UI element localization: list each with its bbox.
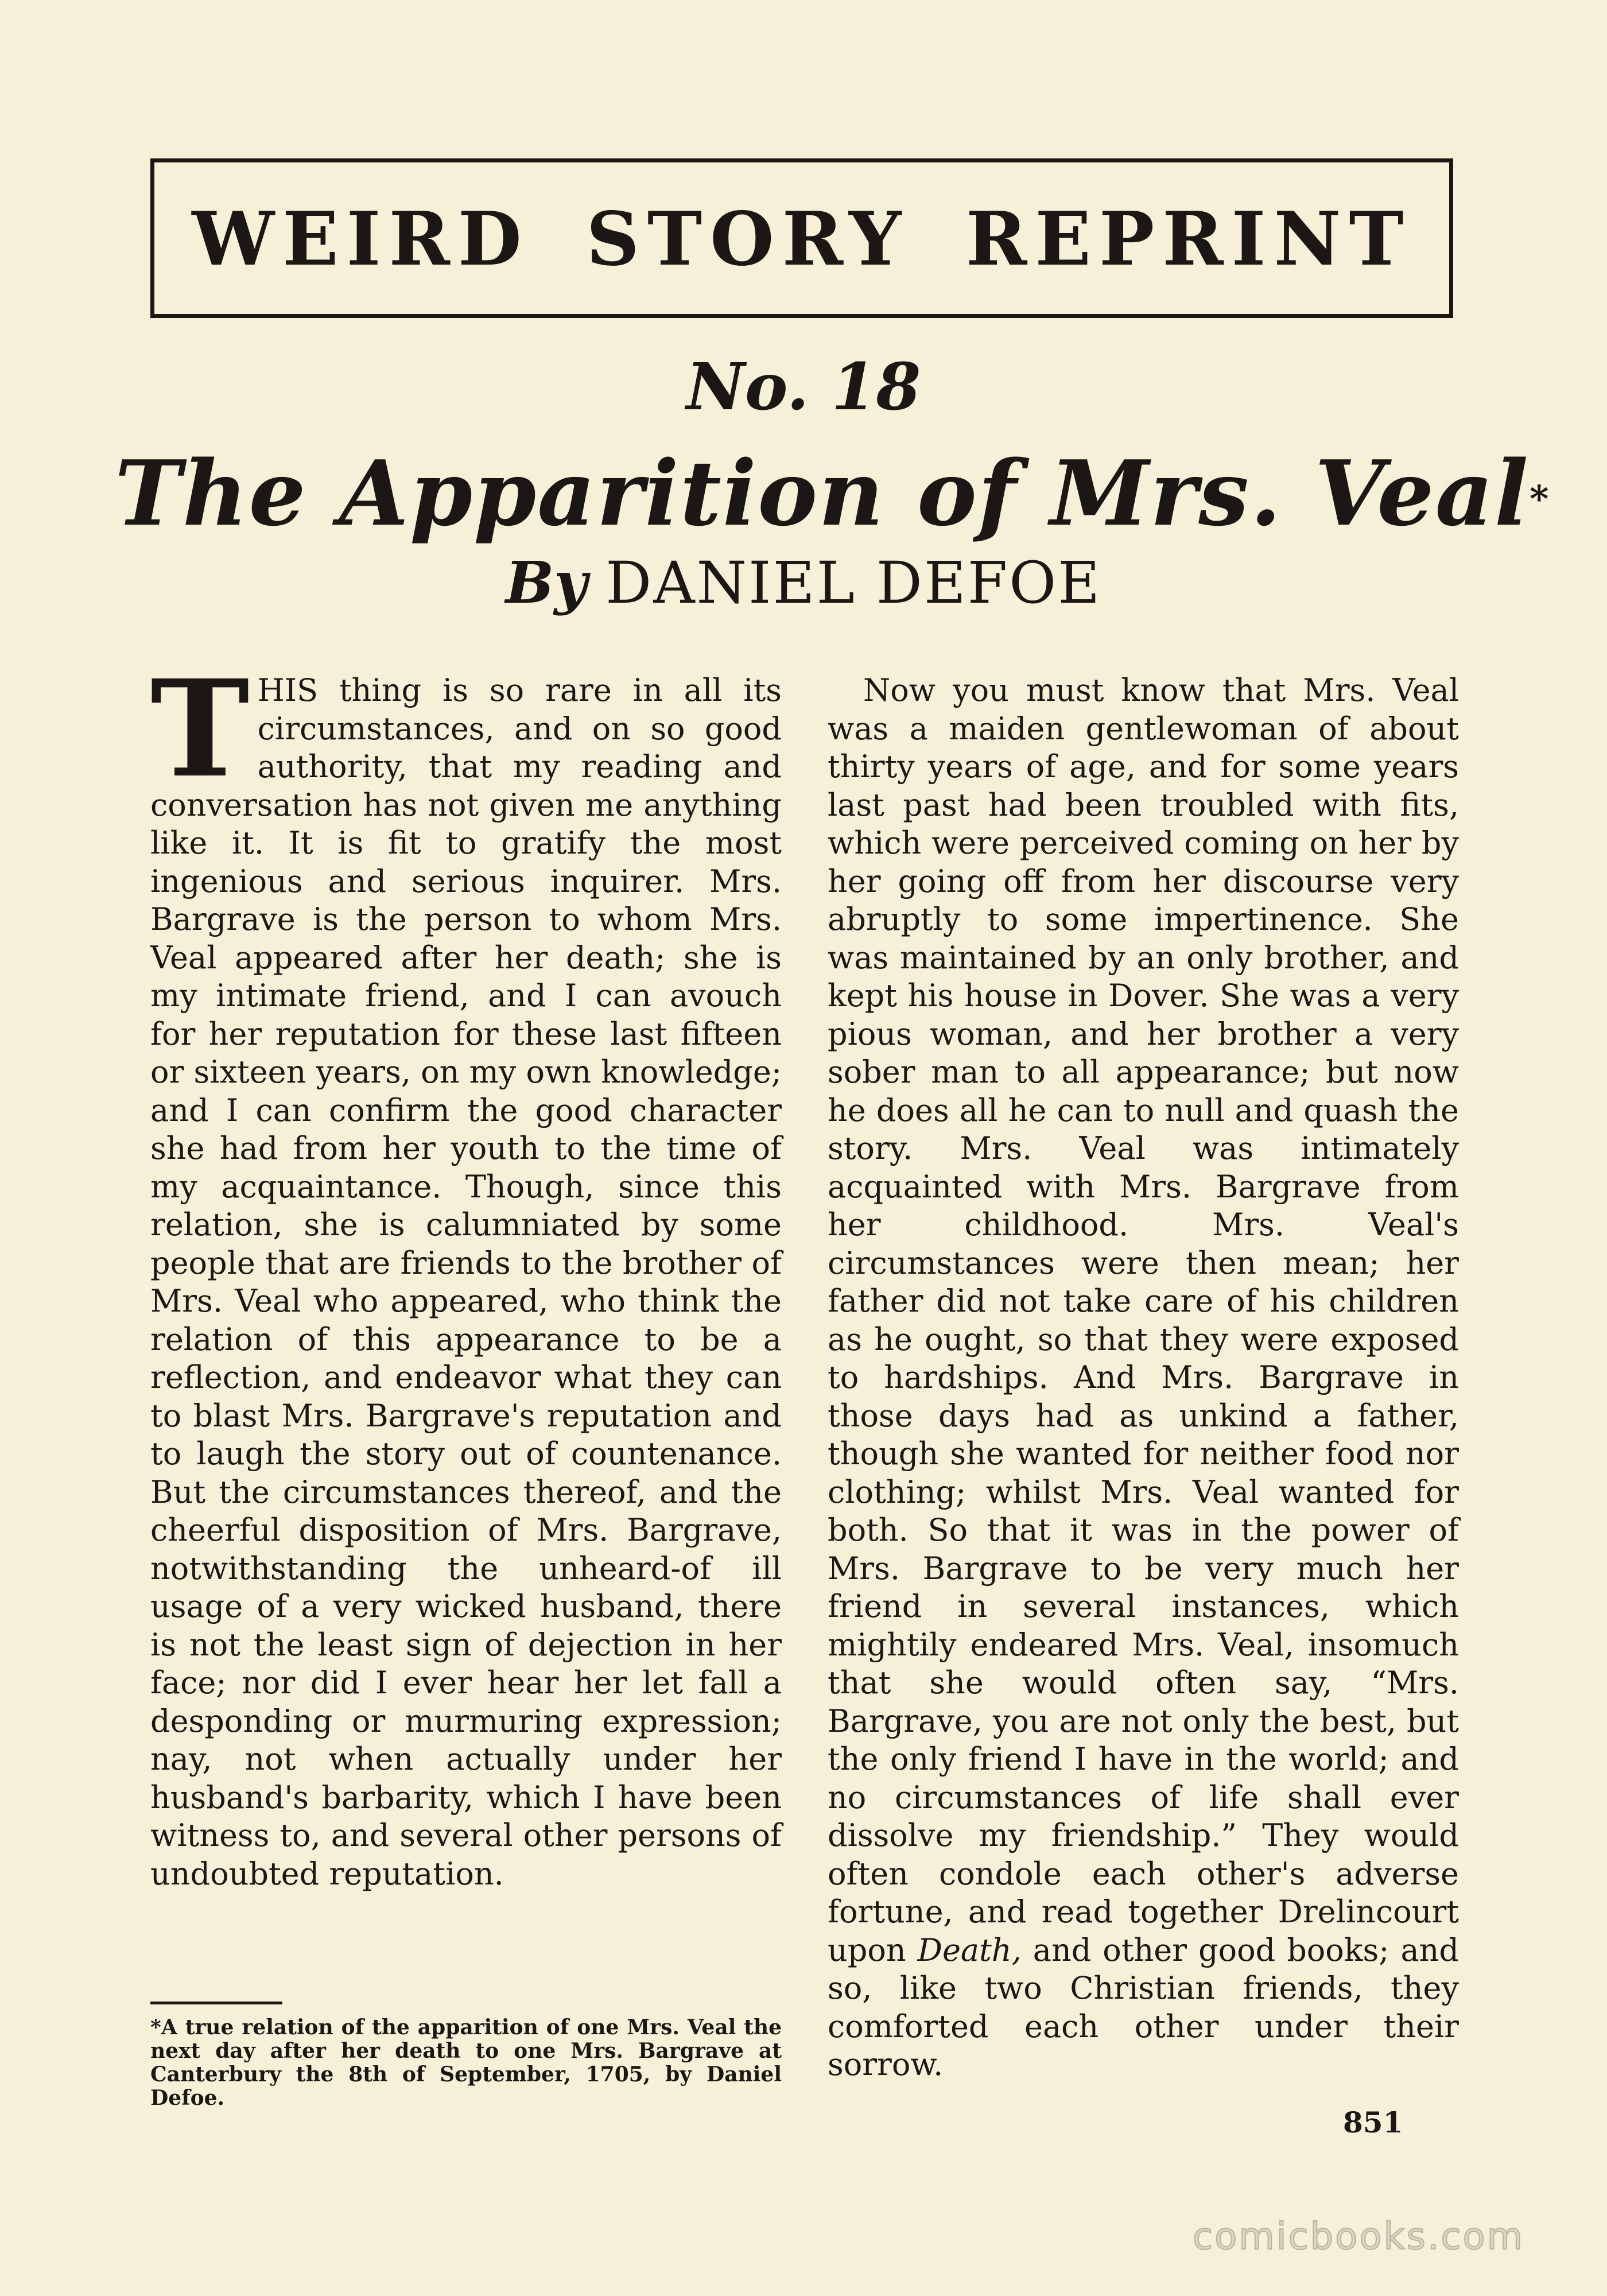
text-column-right bbox=[828, 672, 1459, 2084]
byline bbox=[0, 548, 1607, 618]
section-header-box bbox=[150, 158, 1453, 318]
left-column-text: HIS thing is so rare in all its circumstances, and on so good authority, that my reading and conversation has not given me anything like it. It is fit to gratify the most ingenious and serious inquirer. Mrs. Bargrave is the person to whom Mrs. Veal appeared after her death; she is my intimate friend, and I can avouch for her reputation for these last fifteen or sixteen years, on my own knowledge; and I can confirm the good character she had from her youth to the time of my acquaintance. Though, since this relation, she is calumniated by some people that are friends to the brother of Mrs. Veal who appeared, who think the relation of this appearance to be a reflection, and endeavor what they can to blast Mrs. Bargrave's reputation and to laugh the story out of countenance. But the circumstances thereof, and the cheerful disposition of Mrs. Bargrave, notwithstanding the unheard-of ill usage of a very wicked husband, there is not the least sign of dejection in her face; nor did I ever hear her let fall a desponding or murmuring expression; nay, not when actually under her husband's barbarity, which I have been witness to, and several other persons of undoubted reputation. bbox=[150, 672, 782, 1892]
watermark-logo: comicbooks.com bbox=[1193, 2216, 1525, 2258]
footnote: *A true relation of the apparition of one Mrs. Veal the next day after her death to one Mrs. Bargrave at Canterbury the 8th of September, 1705, by Daniel Defoe. bbox=[150, 2015, 782, 2110]
text-column-left bbox=[150, 650, 782, 1893]
right-column-italic: Death, bbox=[917, 1932, 1022, 1968]
second-paragraph bbox=[828, 672, 1459, 2084]
footnote-rule bbox=[150, 2002, 282, 2004]
story-title bbox=[115, 441, 1550, 546]
byline-by: By bbox=[505, 549, 588, 616]
story-title-text: The Apparition of Mrs. Veal bbox=[115, 441, 1530, 546]
title-footnote-mark: * bbox=[1530, 478, 1550, 521]
section-header-label: WEIRD STORY REPRINT bbox=[192, 196, 1412, 282]
page-number: 851 bbox=[1343, 2105, 1403, 2139]
right-column-text-1: Now you must know that Mrs. Veal was a maiden gentlewoman of about thirty years of age, and for some years last past had been troubled with fits, which were perceived coming on her by her going off from her discourse very abruptly to some impertinence. She was maintained by an only brother, and kept his house in Dover. She was a very pious woman, and her brother a very sober man to all appearance; but now he does all he can to null and quash the story. Mrs. Veal was intimately acquainted with Mrs. Bargrave from her childhood. Mrs. Veal's circumstances were then mean; her father did not take care of his children as he ought, so that they were exposed to hardships. And Mrs. Bargrave in those days had as unkind a father, though she wanted for neither food nor clothing; whilst Mrs. Veal wanted for both. So that it was in the power of Mrs. Bargrave to be very much her friend in several instances, which mightily endeared Mrs. Veal, insomuch that she would often say, “Mrs. Bargrave, you are not only the best, but the only friend I have in the world; and no circumstances of life shall ever dissolve my friendship.” They would often condole each other's adverse fortune, and read together Drelincourt upon bbox=[828, 672, 1459, 1968]
drop-cap: T bbox=[150, 650, 250, 807]
reprint-number: No. 18 bbox=[686, 350, 921, 425]
author-name: DANIEL DEFOE bbox=[605, 549, 1102, 616]
right-column-text-2: and other good books; and so, like two Christian friends, they comforted each other under their sorrow. bbox=[828, 1932, 1459, 2082]
opening-paragraph bbox=[150, 650, 782, 1893]
